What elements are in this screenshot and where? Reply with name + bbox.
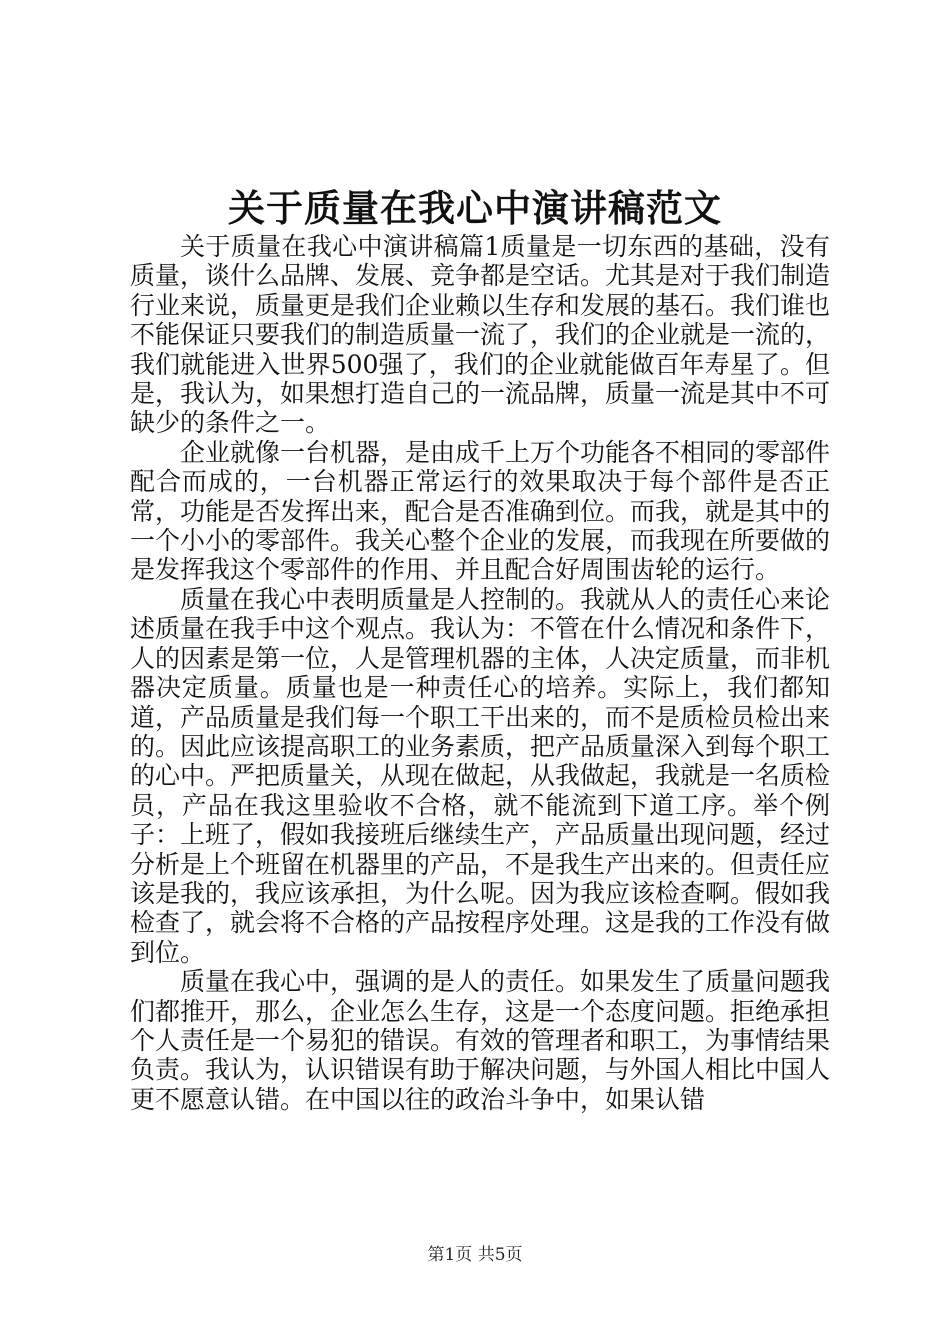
paragraph-1: 关于质量在我心中演讲稿篇1质量是一切东西的基础，没有质量，谈什么品牌、发展、竞争都是空话。尤其是对于我们制造行业来说，质量更是我们企业赖以生存和发展的基石。我们谁也不能保证只要我们的制造质量一流了，我们的企业就是一流的，我们就能进入世界500强了，我们的企业就能做百年寿星了。但是，我认为，如果想打造自己的一流品牌，质量一流是其中不可缺少的条件之一。 [130, 232, 831, 438]
document-title: 关于质量在我心中演讲稿范文 [228, 186, 722, 230]
paragraph-2: 企业就像一台机器，是由成千上万个功能各不相同的零部件配合而成的，一台机器正常运行的效果取决于每个部件是否正常，功能是否发挥出来，配合是否准确到位。而我，就是其中的一个小小的零部件。我关心整个企业的发展，而我现在所要做的是发挥我这个零部件的作用、并且配合好周围齿轮的运行。 [130, 437, 831, 585]
page-number-footer: 第1页 共5页 [427, 1245, 523, 1265]
paragraph-4: 质量在我心中，强调的是人的责任。如果发生了质量问题我们都推开，那么，企业怎么生存，这是一个态度问题。拒绝承担个人责任是一个易犯的错误。有效的管理者和职工，为事情结果负责。我认为，认识错误有助于解决问题，与外国人相比中国人更不愿意认错。在中国以往的政治斗争中，如果认错 [130, 967, 831, 1114]
paragraph-3: 质量在我心中表明质量是人控制的。我就从人的责任心来论述质量在我手中这个观点。我认为：不管在什么情况和条件下，人的因素是第一位，人是管理机器的主体，人决定质量，而非机器决定质量。质量也是一种责任心的培养。实际上，我们都知道，产品质量是我们每一个职工干出来的，而不是质检员检出来的。因此应该提高职工的业务素质，把产品质量深入到每个职工的心中。严把质量关，从现在做起，从我做起，我就是一名质检员，产品在我这里验收不合格，就不能流到下道工序。举个例子：上班了，假如我接班后继续生产，产品质量出现问题，经过分析是上个班留在机器里的产品，不是我生产出来的。但责任应该是我的，我应该承担，为什么呢。因为我应该检查啊。假如我检查了，就会将不合格的产品按程序处理。这是我的工作没有做到位。 [130, 584, 831, 967]
document-body [130, 232, 830, 1114]
